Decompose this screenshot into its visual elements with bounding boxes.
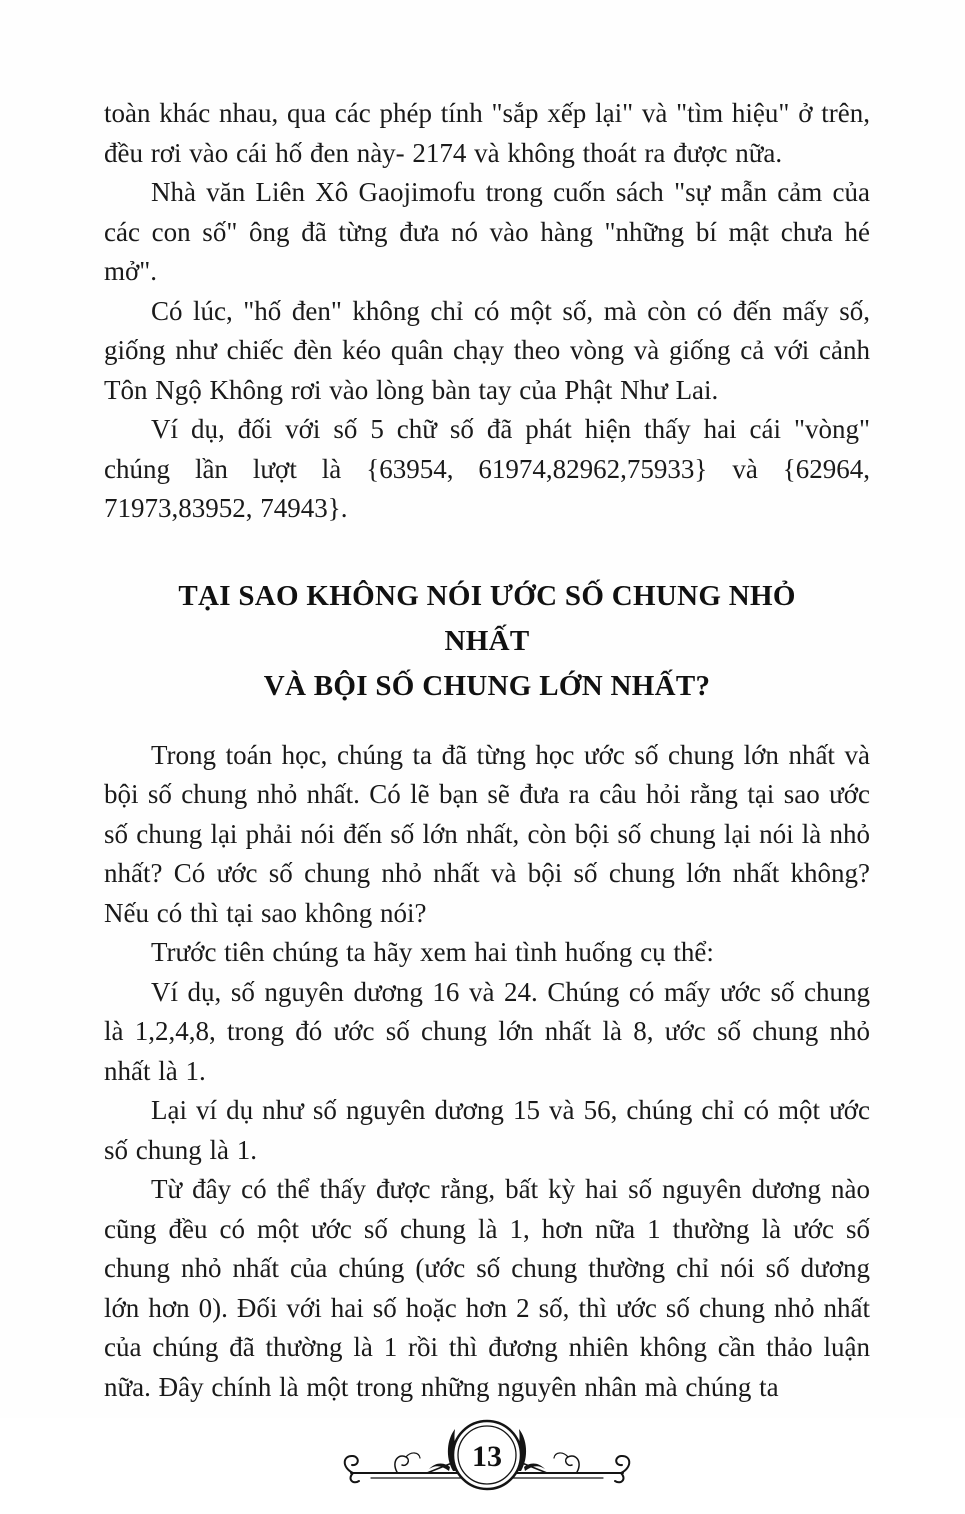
section-heading [134,574,840,709]
footer-ornament [104,1411,870,1514]
paragraph: Có lúc, "hố đen" không chỉ có một số, mà còn có đến mấy số, giống như chiếc đèn kéo quân chạy theo vòng và giống cả với cảnh Tôn Ngộ Không rơi vào lòng bàn tay của Phật Như Lai. [104,295,870,405]
heading-line-1: TẠI SAO KHÔNG NÓI ƯỚC SỐ CHUNG NHỎ NHẤT [178,579,796,657]
paragraph: Nhà văn Liên Xô Gaojimofu trong cuốn sách "sự mẫn cảm của các con số" ông đã từng đưa nó vào hàng "những bí mật chưa hé mở". [104,177,870,286]
ornament-flourish-icon [337,1411,637,1509]
page-number: 13 [472,1440,502,1473]
paragraph: Lại ví dụ như số nguyên dương 15 và 56, chúng chỉ có một ước số chung là 1. [104,1095,870,1165]
paragraph: toàn khác nhau, qua các phép tính "sắp xếp lại" và "tìm hiệu" ở trên, đều rơi vào cái hố đen này- 2174 và không thoát ra được nữa. [104,98,870,168]
paragraph: Trước tiên chúng ta hãy xem hai tình huống cụ thể: [151,937,714,967]
paragraph: Ví dụ, số nguyên dương 16 và 24. Chúng có mấy ước số chung là 1,2,4,8, trong đó ước số chung lớn nhất là 8, ước số chung nhỏ nhất là 1. [104,976,870,1086]
heading-line-2: VÀ BỘI SỐ CHUNG LỚN NHẤT? [263,669,711,702]
paragraph: Từ đây có thể thấy được rằng, bất kỳ hai số nguyên dương nào cũng đều có một ước số chung là 1, hơn nữa 1 thường là ước số chung nhỏ nhất của chúng (ước số chung thường chỉ nói số dương lớn hơn 0). Đối với hai số hoặc hơn 2 số, thì ước số chung nhỏ nhất của chúng đã thường là 1 rồi thì đương nhiên không cần thảo luận nữa. Đây chính là một trong những nguyên nhân mà chúng ta [104,1174,870,1402]
paragraph: Trong toán học, chúng ta đã từng học ước số chung lớn nhất và bội số chung nhỏ nhất. Có lẽ bạn sẽ đưa ra câu hỏi rằng tại sao ước số chung lại phải nói đến số lớn nhất, còn bội số chung lại nói là nhỏ nhất? Có ước số chung nhỏ nhất và bội số chung lớn nhất không? Nếu có thì tại sao không nói? [104,739,870,928]
content-area [104,94,870,1514]
paragraph: Ví dụ, đối với số 5 chữ số đã phát hiện thấy hai cái "vòng" chúng lần lượt là {63954, 61974,82962,75933} và {62964, 71973,83952, 74943}. [104,414,870,523]
